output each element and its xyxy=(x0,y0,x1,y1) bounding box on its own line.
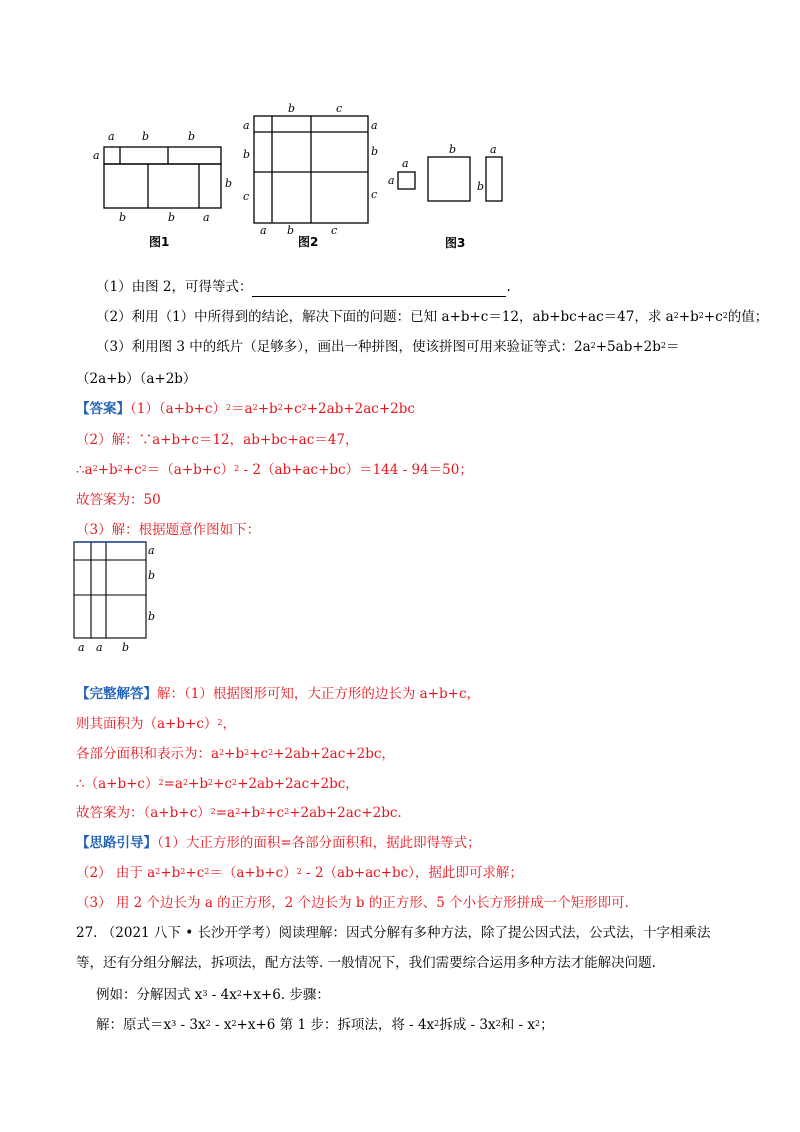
answer-blank xyxy=(252,282,506,297)
fig1-top-label-3: b xyxy=(188,130,196,143)
answer-fig-right-label-2: b xyxy=(148,569,156,582)
answer-fig-right-label-3: b xyxy=(148,610,156,623)
answer-fig-right-label-1: a xyxy=(148,544,155,557)
fig2-top-label-1: b xyxy=(288,102,296,115)
fig2-left-label-1: a xyxy=(243,119,250,132)
figure-1 xyxy=(90,125,240,255)
fig2-bottom-label-3: c xyxy=(331,224,338,237)
full-solution-line-4: $\therefore(a+b+c)^2=a^2+b^2+c^2+2ab+2ac+2bc$， xyxy=(76,776,359,792)
fig1-top-label-1: a xyxy=(108,130,115,143)
full-solution-line-3: 各部分面积和表示为：$a^2+b^2+c^2+2ab+2ac+2bc$， xyxy=(76,746,395,762)
full-solution-tag: 【完整解答】 xyxy=(76,686,157,702)
question-2: （2）利用（1）中所得到的结论，解决下面的问题：已知 a+b+c＝12，ab+bc+ac＝47，求 $a^2+b^2+c^2$的值； xyxy=(96,309,769,325)
fig1-bottom-label-1: b xyxy=(119,211,127,224)
fig1-top-label-2: b xyxy=(142,130,150,143)
answer-line-1: 【答案】$(1)(a+b+c)^2=a^2+b^2+c^2+2ab+2ac+2bc$ xyxy=(76,401,415,417)
fig3-caption: 图3 xyxy=(445,236,466,250)
guide-line-1: 【思路引导】（1）大正方形的面积=各部分面积和，据此即得等式； xyxy=(76,835,481,851)
answer-line-4: 故答案为：50 xyxy=(76,492,161,508)
figure-2 xyxy=(240,100,390,250)
fig3-label-b-square: b xyxy=(449,143,457,156)
answer-line-5: （3）解：根据题意作图如下： xyxy=(76,522,261,538)
fig3-label-a-rect: a xyxy=(490,143,497,156)
fig2-bottom-label-2: b xyxy=(287,224,295,237)
fig2-right-label-3: c xyxy=(371,188,378,201)
full-solution-line-5: 故答案为：$(a+b+c)^2=a^2+b^2+c^2+2ab+2ac+2bc$. xyxy=(76,805,402,821)
q27-line-1: 27. （2021 八下 • 长沙开学考）阅读理解：因式分解有多种方法，除了提公因式法，公式法，十字相乘法 xyxy=(76,925,711,941)
full-solution-line-2: 则其面积为$(a+b+c)^2$， xyxy=(76,716,236,732)
question-3-continued: （2a+b）（a+2b） xyxy=(76,371,197,387)
guide-line-3: （3） 用 2 个边长为 a 的正方形，2 个边长为 b 的正方形、5 个小长方形拼成一个矩形即可. xyxy=(76,895,629,911)
q27-line-3: 例如：分解因式 $x^3 - 4x^2+x+6$. 步骤： xyxy=(96,987,330,1003)
guide-tag: 【思路引导】 xyxy=(76,835,157,851)
answer-fig-bottom-label-1: a xyxy=(78,641,85,654)
fig2-top-label-2: c xyxy=(336,102,343,115)
fig2-right-label-1: a xyxy=(371,119,378,132)
fig1-right-label: b xyxy=(225,177,233,190)
fig3-label-a-square: a xyxy=(402,157,409,170)
answer-fig-bottom-label-2: a xyxy=(96,641,103,654)
fig1-left-label: a xyxy=(93,149,100,162)
fig3-label-b-rect: b xyxy=(477,180,485,193)
answer-figure xyxy=(70,538,170,656)
answer-line-2: （2）解：∵a+b+c＝12，ab+bc+ac＝47， xyxy=(76,432,359,448)
fig1-bottom-label-2: b xyxy=(168,211,176,224)
answer-tag: 【答案】 xyxy=(76,401,130,417)
fig2-right-label-2: b xyxy=(371,145,379,158)
question-3: （3）利用图 3 中的纸片（足够多），画出一种拼图，使该拼图可用来验证等式：$2a^2+5ab+2b^2=$ xyxy=(96,339,680,355)
fig2-bottom-label-1: a xyxy=(260,224,267,237)
fig2-caption: 图2 xyxy=(298,235,319,249)
fig2-left-label-2: b xyxy=(243,148,251,161)
answer-fig-bottom-label-3: b xyxy=(122,641,130,654)
question-1: （1）由图 2，可得等式： . xyxy=(96,279,511,295)
fig3-label-a-left: a xyxy=(388,174,395,187)
q27-line-2: 等，还有分组分解法，拆项法，配方法等. 一般情况下，我们需要综合运用多种方法才能解决问题. xyxy=(76,955,656,971)
q27-line-4: 解：原式$=x^3 - 3x^2 - x^2+x+6$ 第 1 步：拆项法，将 - $4x^2$拆成 - $3x^2$和 - $x^2$； xyxy=(96,1017,554,1033)
fig1-caption: 图1 xyxy=(149,235,170,249)
figure-3 xyxy=(385,140,515,255)
full-solution-line-1: 【完整解答】解：（1）根据图形可知，大正方形的边长为 a+b+c， xyxy=(76,686,481,702)
guide-line-2: （2） 由于 $a^2+b^2+c^2=(a+b+c)^2 - 2(ab+ac+bc)$，据此即可求解； xyxy=(76,865,523,881)
fig2-left-label-3: c xyxy=(243,190,250,203)
fig1-bottom-label-3: a xyxy=(203,211,210,224)
answer-line-3: $\therefore a^2+b^2+c^2=(a+b+c)^2 - 2(ab+ac+bc)=144 - 94=50$； xyxy=(76,462,473,478)
